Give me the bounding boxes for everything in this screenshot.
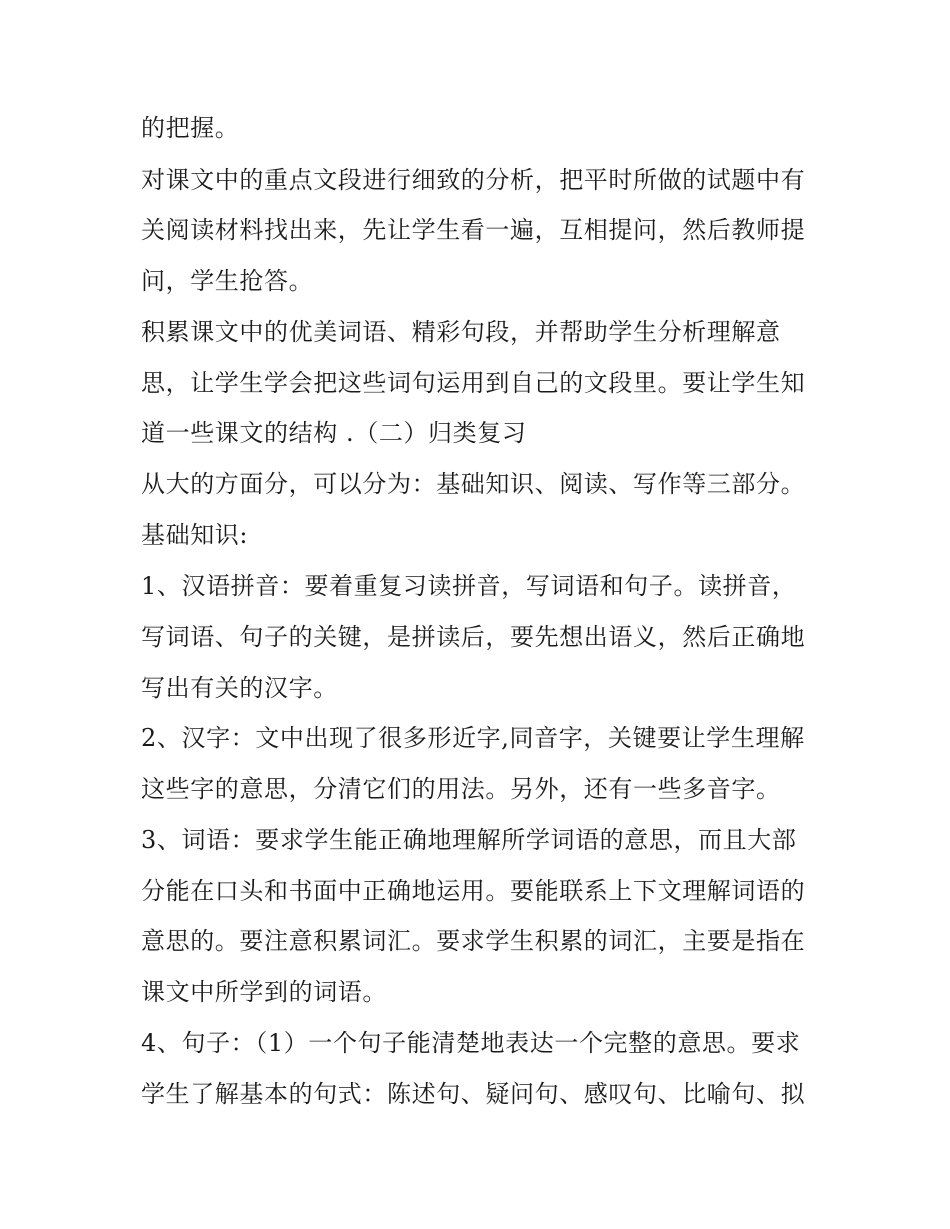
text-line: 写词语、句子的关键，是拼读后，要先想出语义，然后正确地 [141,623,806,651]
text-line: 积累课文中的优美词语、精彩句段，并帮助学生分析理解意 [141,318,781,346]
text-line: 意思的。要注意积累词汇。要求学生积累的词汇，主要是指在 [141,927,806,955]
text-line: 关阅读材料找出来，先让学生看一遍，互相提问，然后教师提 [141,216,806,244]
text-line: 4、句子：（1）一个句子能清楚地表达一个完整的意思。要求 [141,1029,801,1057]
text-line: 对课文中的重点文段进行细致的分析，把平时所做的试题中有 [141,166,806,194]
text-line: 的把握。 [141,114,240,142]
text-line: 课文中所学到的词语。 [141,978,387,1006]
text-line: 基础知识: [141,521,249,549]
text-line: 写出有关的汉字。 [141,674,338,702]
text-line: 1、汉语拼音：要着重复习读拼音，写词语和句子。读拼音， [141,572,797,600]
text-line: 2、汉字：文中出现了很多形近字,同音字，关键要让学生理解 [141,724,805,752]
text-line: 这些字的意思，分清它们的用法。另外，还有一些多音字。 [141,775,781,803]
text-line: 3、词语：要求学生能正确地理解所学词语的意思，而且大部 [141,826,797,854]
text-line: 道一些课文的结构 .（二）归类复习 [141,419,527,447]
text-line: 问，学生抢答。 [141,267,314,295]
text-line: 从大的方面分，可以分为：基础知识、阅读、写作等三部分。 [141,470,806,498]
text-line: 思，让学生学会把这些词句运用到自己的文段里。要让学生知 [141,369,806,397]
text-line: 学生了解基本的句式：陈述句、疑问句、感叹句、比喻句、拟 [141,1080,806,1108]
text-line: 分能在口头和书面中正确地运用。要能联系上下文理解词语的 [141,877,806,905]
